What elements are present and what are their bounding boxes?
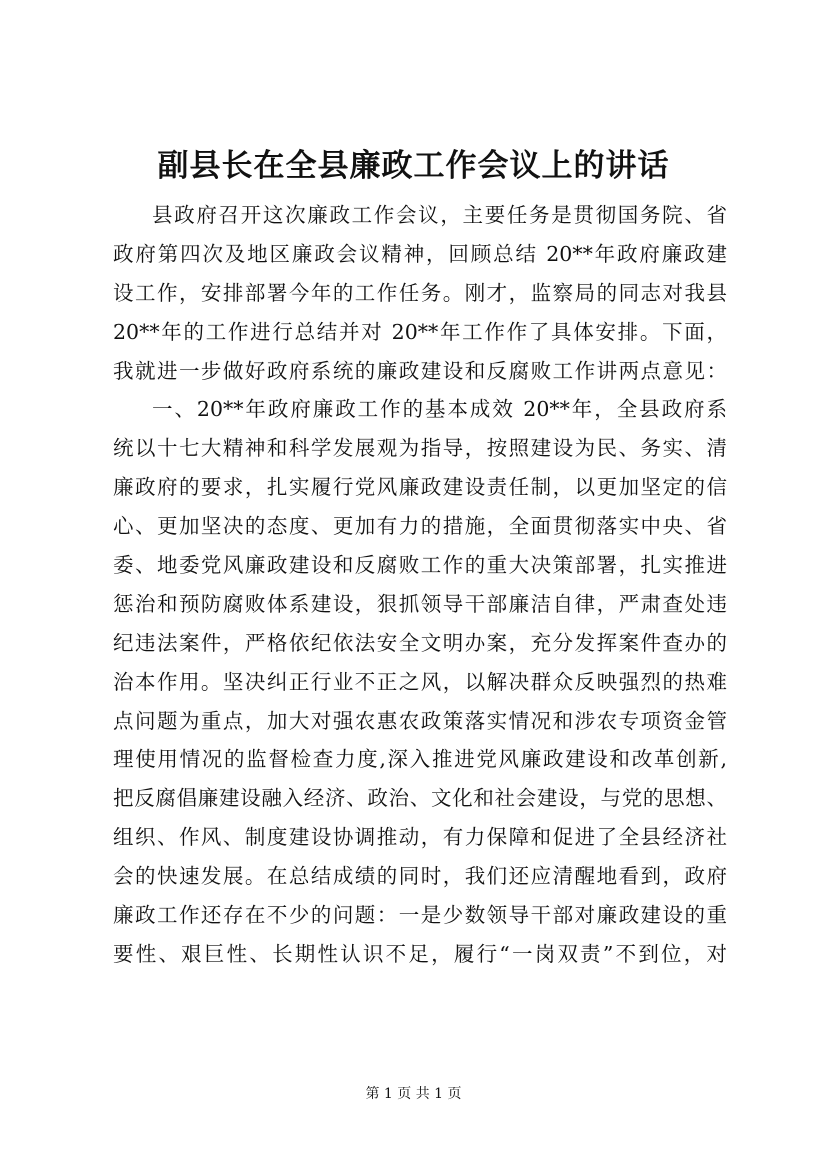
paragraph-2-line-9: 点问题为重点，加大对强农惠农政策落实情况和涉农专项资金管 [113, 708, 727, 733]
paragraph-2-line-6: 惩治和预防腐败体系建设，狠抓领导干部廉洁自律，严肃查处违 [113, 591, 727, 616]
paragraph-2-line-8: 治本作用。坚决纠正行业不正之风，以解决群众反映强烈的热难 [113, 669, 727, 694]
paragraph-1-line-3: 设工作，安排部署今年的工作任务。刚才，监察局的同志对我县 [113, 280, 727, 305]
paragraph-2-line-12: 组织、作风、制度建设协调推动，有力保障和促进了全县经济社 [113, 825, 727, 850]
paragraph-2-line-2: 统以十七大精神和科学发展观为指导，按照建设为民、务实、清 [113, 436, 727, 461]
page-number-footer: 第 1 页 共 1 页 [365, 1086, 462, 1102]
paragraph-2-line-10: 理使用情况的监督检查力度,深入推进党风廉政建设和改革创新, [113, 747, 727, 772]
paragraph-2-line-5: 委、地委党风廉政建设和反腐败工作的重大决策部署，扎实推进 [113, 553, 727, 578]
paragraph-2-line-15: 要性、艰巨性、长期性认识不足，履行“一岗双责”不到位，对 [113, 941, 727, 966]
paragraph-2-line-4: 心、更加坚决的态度、更加有力的措施，全面贯彻落实中央、省 [113, 514, 727, 539]
paragraph-2-line-11: 把反腐倡廉建设融入经济、政治、文化和社会建设，与党的思想、 [113, 786, 727, 811]
document-title: 副县长在全县廉政工作会议上的讲话 [157, 148, 670, 184]
paragraph-1-line-5: 我就进一步做好政府系统的廉政建设和反腐败工作讲两点意见： [113, 358, 727, 383]
paragraph-2-line-1: 一、20**年政府廉政工作的基本成效 20**年，全县政府系 [152, 397, 727, 422]
paragraph-1-line-2: 政府第四次及地区廉政会议精神，回顾总结 20**年政府廉政建 [113, 241, 727, 266]
paragraph-2-line-3: 廉政府的要求，扎实履行党风廉政建设责任制，以更加坚定的信 [113, 475, 727, 500]
paragraph-2-line-13: 会的快速发展。在总结成绩的同时，我们还应清醒地看到，政府 [113, 864, 727, 889]
paragraph-2-line-7: 纪违法案件，严格依纪依法安全文明办案，充分发挥案件查办的 [113, 630, 727, 655]
paragraph-1-line-4: 20**年的工作进行总结并对 20**年工作作了具体安排。下面， [113, 319, 727, 344]
document-body [113, 196, 727, 974]
paragraph-1-line-1: 县政府召开这次廉政工作会议，主要任务是贯彻国务院、省 [152, 203, 727, 227]
paragraph-2-line-14: 廉政工作还存在不少的问题：一是少数领导干部对廉政建设的重 [113, 903, 727, 928]
